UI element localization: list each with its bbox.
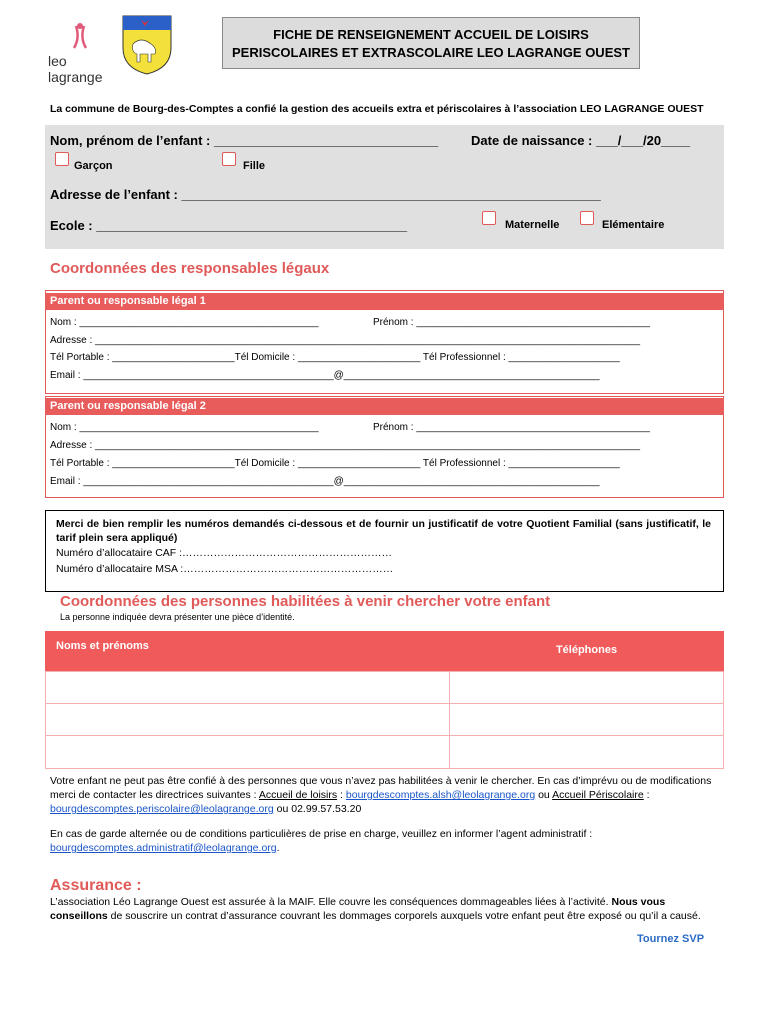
parent2-prenom[interactable]: Prénom : __________________________________________: [373, 422, 650, 433]
col-names-header: Noms et prénoms: [45, 631, 449, 671]
habilitees-note: La personne indiquée devra présenter une pièce d’identité.: [60, 612, 295, 622]
parent1-tel[interactable]: Tél Portable : ______________________Tél Domicile : ______________________ Tél Professionnel : ____________________: [50, 352, 620, 363]
elementaire-checkbox[interactable]: [580, 211, 594, 225]
title-line-1: FICHE DE RENSEIGNEMENT ACCUEIL DE LOISIRS: [273, 27, 589, 42]
caf-section: [45, 510, 724, 592]
coat-of-arms-icon: [121, 14, 173, 76]
parent2-email[interactable]: Email : _____________________________________________@______________________________________________: [50, 476, 600, 487]
name-cell-3[interactable]: [45, 735, 450, 769]
boy-label: Garçon: [74, 160, 113, 172]
elementaire-label: Elémentaire: [602, 219, 665, 231]
accueil-loisirs-label: Accueil de loisirs: [258, 789, 338, 801]
parent1-adresse[interactable]: Adresse : __________________________________________________________________________________________________: [50, 335, 641, 346]
tournez-svp: Tournez SVP: [637, 933, 705, 945]
name-cell-2[interactable]: [45, 703, 450, 736]
parent1-nom[interactable]: Nom : ___________________________________________: [50, 317, 319, 328]
intro-text: La commune de Bourg-des-Comptes a confié la gestion des accueils extra et périscolaires à l’association LEO LAGRANGE OUEST: [50, 103, 704, 115]
garde-paragraph: En cas de garde alternée ou de conditions particulières de prise en charge, veuillez en informer l’agent administratif : bourgdescomptes.administratif@leolagrange.org.: [50, 828, 593, 854]
child-address-field[interactable]: Adresse de l’enfant : __________________________________________________________: [50, 187, 601, 202]
name-cell-1[interactable]: [45, 671, 450, 704]
responsables-title: Coordonnées des responsables légaux: [50, 260, 330, 277]
girl-label: Fille: [243, 160, 266, 172]
accueil-peri-label: Accueil Périscolaire: [552, 789, 644, 801]
parent1-prenom[interactable]: Prénom : __________________________________________: [373, 317, 650, 328]
col-phones-header: Téléphones: [449, 631, 724, 671]
phone-cell-1[interactable]: [449, 671, 724, 704]
assurance-title: Assurance :: [50, 877, 142, 894]
periscolaire-email-link[interactable]: bourgdescomptes.periscolaire@leolagrange.org: [50, 803, 274, 815]
child-name-field[interactable]: Nom, prénom de l’enfant : _______________________________: [50, 133, 439, 148]
parent1-header: Parent ou responsable légal 1: [45, 293, 724, 310]
msa-number-field[interactable]: Numéro d’allocataire MSA :……………………………………………………: [56, 563, 394, 575]
caf-instructions: Merci de bien remplir les numéros demandés ci-dessous et de fournir un justificatif de votre Quotient Familial (sans justificatif, le tarif plein sera appliqué): [56, 518, 711, 544]
maternelle-label: Maternelle: [505, 219, 560, 231]
leo-lagrange-logo: [48, 22, 118, 85]
contact-paragraph: Votre enfant ne peut pas être confié à des personnes que vous n’avez pas habilitées à venir le chercher. En cas d’imprévu ou de modifications merci de contacter les directrices suivantes : Accueil de loisirs : bourgdescomptes.alsh@leolagrange.org ou Accueil Périscolaire : bourgdescomptes.periscolaire@leolagrange.org ou 02.99.57.53.20: [50, 775, 712, 815]
assurance-text: L’association Léo Lagrange Ouest est assurée à la MAIF. Elle couvre les conséquences dommageables liées à l’activité. Nous vous conseillons de souscrire un contrat d’assurance couvrant les dommages corporels auxquels votre enfant peut être exposé ou qu’il a causé.: [50, 896, 701, 922]
girl-checkbox[interactable]: [222, 152, 236, 166]
phone-cell-3[interactable]: [449, 735, 724, 769]
form-title: [222, 17, 640, 69]
admin-email-link[interactable]: bourgdescomptes.administratif@leolagrange.org: [50, 842, 277, 854]
child-dob-field[interactable]: Date de naissance : ___/___/20____: [471, 133, 690, 148]
school-field[interactable]: Ecole : ___________________________________________: [50, 218, 408, 233]
maternelle-checkbox[interactable]: [482, 211, 496, 225]
phone-cell-2[interactable]: [449, 703, 724, 736]
authorized-persons-table: [45, 631, 724, 769]
parent2-tel[interactable]: Tél Portable : ______________________Tél Domicile : ______________________ Tél Professionnel : ____________________: [50, 458, 620, 469]
habilitees-title: Coordonnées des personnes habilitées à venir chercher votre enfant: [60, 593, 551, 610]
logo-figure-icon: [48, 22, 118, 52]
title-line-2: PERISCOLAIRES ET EXTRASCOLAIRE LEO LAGRANGE OUEST: [232, 45, 630, 60]
parent2-adresse[interactable]: Adresse : __________________________________________________________________________________________________: [50, 440, 641, 451]
coat-of-arms: [121, 14, 173, 81]
parent1-email[interactable]: Email : _____________________________________________@______________________________________________: [50, 370, 600, 381]
logo-text: leo lagrange: [48, 53, 103, 85]
parent2-nom[interactable]: Nom : ___________________________________________: [50, 422, 319, 433]
boy-checkbox[interactable]: [55, 152, 69, 166]
parent2-header: Parent ou responsable légal 2: [45, 398, 724, 415]
caf-number-field[interactable]: Numéro d’allocataire CAF :……………………………………………………: [56, 547, 393, 559]
alsh-email-link[interactable]: bourgdescomptes.alsh@leolagrange.org: [345, 789, 536, 801]
